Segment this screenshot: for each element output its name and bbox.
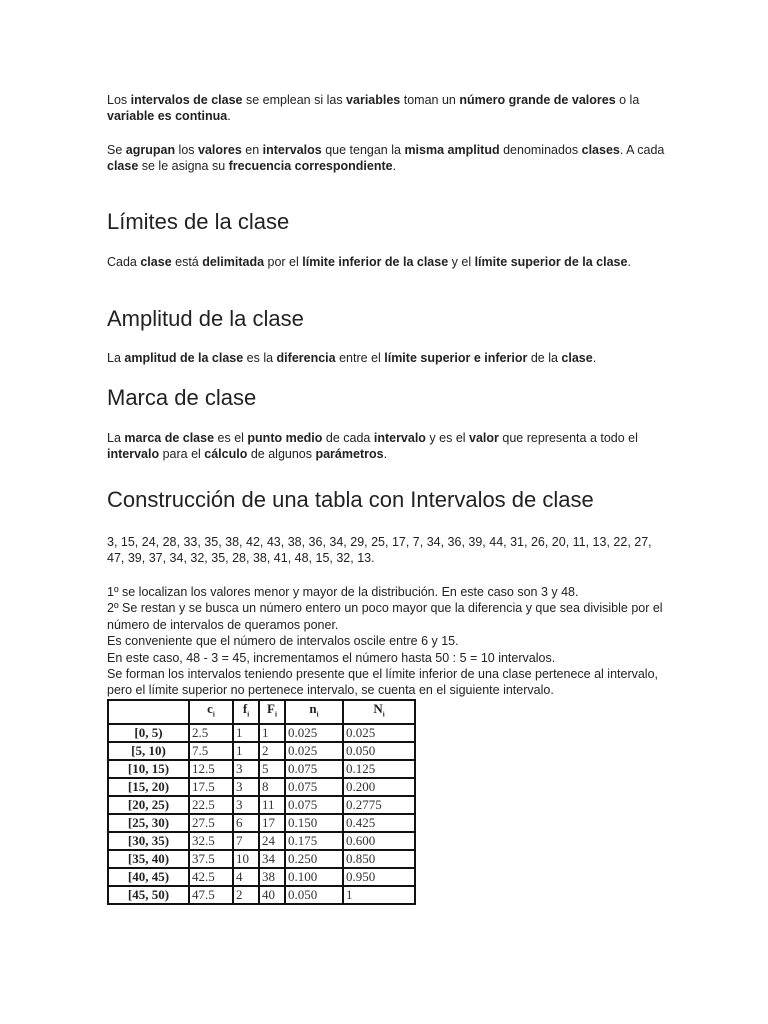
value-cell: 22.5	[189, 796, 233, 814]
value-cell: 8	[259, 778, 285, 796]
table-row	[108, 868, 415, 886]
value-cell: 1	[343, 886, 415, 904]
value-cell: 5	[259, 760, 285, 778]
heading-amplitud: Amplitud de la clase	[107, 306, 304, 331]
construction-steps	[107, 584, 667, 699]
value-cell: 0.850	[343, 850, 415, 868]
value-cell: 7.5	[189, 742, 233, 760]
table-row	[108, 760, 415, 778]
value-cell: 42.5	[189, 868, 233, 886]
value-cell: 37.5	[189, 850, 233, 868]
value-cell: 17	[259, 814, 285, 832]
value-cell: 1	[233, 742, 259, 760]
interval-cell: [5, 10)	[108, 742, 189, 760]
heading-limites: Límites de la clase	[107, 209, 290, 234]
paragraph-agrupan: Se agrupan los valores en intervalos que tengan la misma amplitud denominados clases. A cada clase se le asigna su frecuencia correspondiente.	[107, 143, 665, 173]
table-row	[108, 778, 415, 796]
value-cell: 0.025	[343, 724, 415, 742]
value-cell: 34	[259, 850, 285, 868]
step-line: 1º se localizan los valores menor y mayor de la distribución. En este caso son 3 y 48.	[107, 585, 579, 599]
header-Fi: $F_i$	[259, 700, 285, 724]
value-cell: 0.075	[285, 796, 343, 814]
value-cell: 2	[259, 742, 285, 760]
interval-cell: [45, 50)	[108, 886, 189, 904]
header-fi: $f_i$	[233, 700, 259, 724]
frequency-table	[107, 699, 416, 905]
value-cell: 0.025	[285, 724, 343, 742]
paragraph-marca: La marca de clase es el punto medio de cada intervalo y es el valor que representa a todo el intervalo para el cálculo de algunos parámetros.	[107, 431, 638, 461]
value-cell: 4	[233, 868, 259, 886]
step-line: Se forman los intervalos teniendo presente que el límite inferior de una clase pertenece al intervalo, pero el límite superior no pertenece intervalo, se cuenta en el siguiente intervalo.	[107, 667, 659, 698]
value-cell: 24	[259, 832, 285, 850]
table-row	[108, 832, 415, 850]
interval-cell: [0, 5)	[108, 724, 189, 742]
value-cell: 0.2775	[343, 796, 415, 814]
step-line: 2º Se restan y se busca un número entero un poco mayor que la diferencia y que sea divisible por el número de intervalos de queramos poner.	[107, 601, 663, 632]
value-cell: 3	[233, 778, 259, 796]
table-header-row	[108, 700, 415, 724]
value-cell: 7	[233, 832, 259, 850]
value-cell: 0.050	[285, 886, 343, 904]
interval-cell: [15, 20)	[108, 778, 189, 796]
value-cell: 0.175	[285, 832, 343, 850]
table-row	[108, 724, 415, 742]
table-row	[108, 814, 415, 832]
table-row	[108, 850, 415, 868]
value-cell: 0.100	[285, 868, 343, 886]
interval-cell: [10, 15)	[108, 760, 189, 778]
value-cell: 0.025	[285, 742, 343, 760]
value-cell: 0.250	[285, 850, 343, 868]
table-row	[108, 886, 415, 904]
value-cell: 12.5	[189, 760, 233, 778]
header-ni: $n_i$	[285, 700, 343, 724]
value-cell: 0.150	[285, 814, 343, 832]
paragraph-amplitud: La amplitud de la clase es la diferencia entre el límite superior e inferior de la clase.	[107, 351, 597, 365]
value-cell: 47.5	[189, 886, 233, 904]
paragraph-intervalos: Los intervalos de clase se emplean si las variables toman un número grande de valores o la variable es continua.	[107, 93, 640, 123]
step-line: Es conveniente que el número de intervalos oscile entre 6 y 15.	[107, 634, 459, 649]
value-cell: 0.950	[343, 868, 415, 886]
header-ci: $c_i$	[189, 700, 233, 724]
value-cell: 40	[259, 886, 285, 904]
value-cell: 0.075	[285, 778, 343, 796]
data-values-paragraph: 3, 15, 24, 28, 33, 35, 38, 42, 43, 38, 36, 34, 29, 25, 17, 7, 34, 36, 39, 44, 31, 26, 20, 11, 13, 22, 27, 47, 39, 37, 34, 32, 35, 28, 38, 41, 48, 15, 32, 13.	[107, 535, 652, 565]
value-cell: 1	[259, 724, 285, 742]
header-interval	[108, 700, 189, 724]
value-cell: 0.125	[343, 760, 415, 778]
value-cell: 11	[259, 796, 285, 814]
step-line: En este caso, 48 - 3 = 45, incrementamos el número hasta 50 : 5 = 10 intervalos.	[107, 650, 556, 665]
interval-cell: [35, 40)	[108, 850, 189, 868]
heading-marca: Marca de clase	[107, 385, 257, 410]
value-cell: 0.600	[343, 832, 415, 850]
value-cell: 32.5	[189, 832, 233, 850]
table-row	[108, 742, 415, 760]
value-cell: 0.075	[285, 760, 343, 778]
interval-cell: [40, 45)	[108, 868, 189, 886]
value-cell: 3	[233, 760, 259, 778]
value-cell: 38	[259, 868, 285, 886]
value-cell: 3	[233, 796, 259, 814]
value-cell: 17.5	[189, 778, 233, 796]
value-cell: 6	[233, 814, 259, 832]
value-cell: 0.425	[343, 814, 415, 832]
interval-cell: [20, 25)	[108, 796, 189, 814]
header-Ni: $N_i$	[343, 700, 415, 724]
value-cell: 0.200	[343, 778, 415, 796]
interval-cell: [30, 35)	[108, 832, 189, 850]
table-row	[108, 796, 415, 814]
paragraph-limites: Cada clase está delimitada por el límite inferior de la clase y el límite superior de la clase.	[107, 255, 631, 269]
heading-construccion: Construcción de una tabla con Intervalos de clase	[107, 487, 594, 512]
value-cell: 27.5	[189, 814, 233, 832]
interval-cell: [25, 30)	[108, 814, 189, 832]
value-cell: 2	[233, 886, 259, 904]
value-cell: 2.5	[189, 724, 233, 742]
value-cell: 10	[233, 850, 259, 868]
value-cell: 1	[233, 724, 259, 742]
value-cell: 0.050	[343, 742, 415, 760]
